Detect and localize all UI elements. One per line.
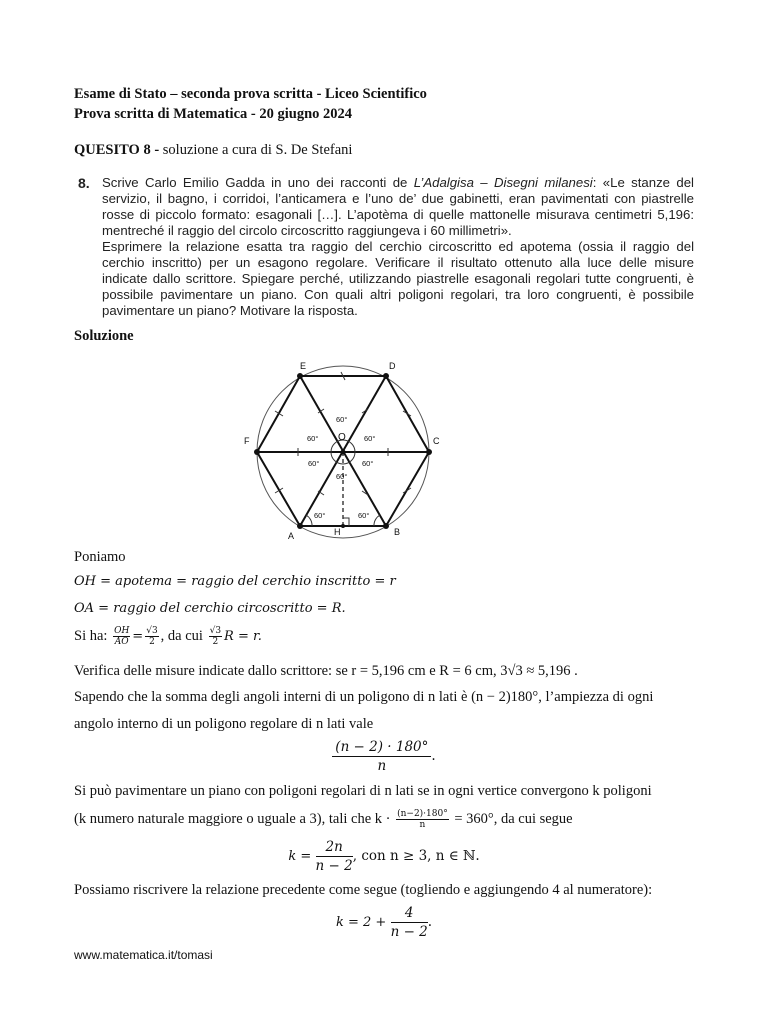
k-rewritten-den: n − 2 [390,924,428,940]
label-d: D [389,361,396,371]
interior-angle-num: (n − 2) · 180° [332,738,431,757]
angle-label-a: 60° [314,511,326,520]
angle-arc-b [374,515,380,526]
label-o: O [338,432,346,443]
angle-label-right: 60° [364,434,376,443]
quesito-label: QUESITO 8 - [74,142,160,158]
label-c: C [433,436,440,446]
fraction-oh-ao [113,626,130,647]
k-eq-lhs: k = [288,849,312,864]
oh-definition: OH = apotema = raggio del cerchio inscritto = r [74,574,396,589]
fraction-sqrt3-2 [145,626,158,647]
k-condition-line [74,809,573,830]
riscrivere-text: Possiamo riscrivere la relazione precedente come segue (togliendo e aggiungendo 4 al numeratore): [74,882,653,898]
k-rewritten-num: 4 [391,904,428,923]
problem-number: 8. [78,175,90,191]
angle-label-lowleft: 60° [308,459,320,468]
label-h: H [334,527,341,537]
label-e: E [300,361,307,371]
interior-angle-den: n [377,758,387,774]
equation-interior-angle: $\frac{(n - 2) \cdot 180^\circ}{n}$ . [0,738,768,775]
hexagon-figure [236,356,466,542]
fraction-2: 2 [149,637,155,647]
label-f: F [244,436,250,446]
k-eq-fraction [316,838,353,875]
angle-label-bottom: 60° [336,472,348,481]
pavimentare-text: Si può pavimentare un piano con poligoni regolari di n lati se in ogni vertice convergono k poligoni [74,783,652,799]
k-condition-pre: (k numero naturale maggiore o uguale a 3), tali che k · [74,810,391,827]
angle-label-lowright: 60° [362,459,374,468]
fraction-sqrt3-b: √3 [209,626,222,636]
angolo-text: angolo interno di un poligono regolare di n lati vale [74,716,374,732]
angle-label-top: 60° [336,415,348,424]
k-rewritten-fraction [391,904,428,941]
si-ha-line: Si ha: $\frac{OH}{AO}$ = $\frac{√3}{2}$ , da cui $\frac{√3}{2}$ R = r. [74,626,262,647]
label-a: A [288,531,295,541]
fraction-ao: AO [114,637,129,647]
k-eq-cond: , con n ≥ 3, n ∈ ℕ. [352,848,480,864]
angle-label-b: 60° [358,511,370,520]
k-eq-num: 2n [316,838,353,857]
fraction-sqrt3-2-second [209,626,222,647]
poniamo-text: Poniamo [74,549,126,565]
problem-statement [74,173,694,318]
si-ha-label: Si ha: [74,627,108,644]
fraction-2-b: 2 [212,637,219,647]
problem-text-1: Scrive Carlo Emilio Gadda in uno dei racconti de [102,175,414,190]
interior-angle-fraction [332,738,431,775]
oa-definition: OA = raggio del cerchio circoscritto = R. [74,601,346,616]
k-eq-den: n − 2 [315,858,353,874]
fraction-oh: OH [114,626,130,636]
problem-text-3: Esprimere la relazione esatta tra raggio del cerchio circoscritto ed apotema (ossia il raggio del cerchio inscritto) per un esagono regolare. Verificare il risultato ottenuto alla luce delle misure indicate dallo scrittore. Spiegare perché, utilizzando piastrelle esagonali regolari tutte congruenti, è possibile pavimentare un piano. Con quali altri poligoni regolari, tra loro congruenti, è possibile pavimentare un piano? Motivare la risposta. [102,239,694,318]
label-b: B [394,527,401,537]
angle-arc-a [306,515,312,526]
header-line-1: Esame di Stato – seconda prova scritta - Liceo Scientifico [74,86,427,102]
k-fraction-num: (n−2)·180° [397,809,448,819]
k-condition-post: = 360°, da cui segue [454,810,573,827]
verifica-text: Verifica delle misure indicate dallo scrittore: se r = 5,196 cm e R = 6 cm, 3√3 ≈ 5,196 . [74,663,578,679]
equation-k-rewritten: k = 2 + $\frac{4}{n - 2}$ . [335,905,433,940]
problem-text [102,175,694,319]
equation-k [0,838,768,875]
footer-url: www.matematica.it/tomasi [74,948,213,962]
fraction-sqrt3: √3 [146,626,158,636]
quesito-heading [74,142,352,159]
angle-label-left: 60° [307,434,319,443]
book-title: L’Adalgisa – Disegni milanesi [413,175,593,190]
quesito-author: soluzione a cura di S. De Stefani [159,142,353,158]
solution-title: Soluzione [74,328,134,344]
r-equation: R = r. [224,628,262,644]
da-cui-label: , da cui [160,627,203,644]
k-fraction-den: n [419,820,426,830]
k-rewritten-lhs: k = 2 + [335,915,387,930]
k-fraction [396,809,449,830]
problem-text-2: : «Le stanze del servizio, il bagno, i corridoi, l’anticamera e l’uno de’ due gabinetti, eran pavimentati con piastrelle rosse di piccolo formato: esagonali […]. L’apotèma di quelle mattonelle misurava centimetri 5,196: mentreché il raggio del circolo circoscritto raggiungeva i 60 millimetri». [102,175,694,238]
sapendo-text: Sapendo che la somma degli angoli interni di un poligono di n lati è (n − 2)180°, l’ampiezza di ogni [74,689,654,705]
header-line-2: Prova scritta di Matematica - 20 giugno 2024 [74,106,353,122]
